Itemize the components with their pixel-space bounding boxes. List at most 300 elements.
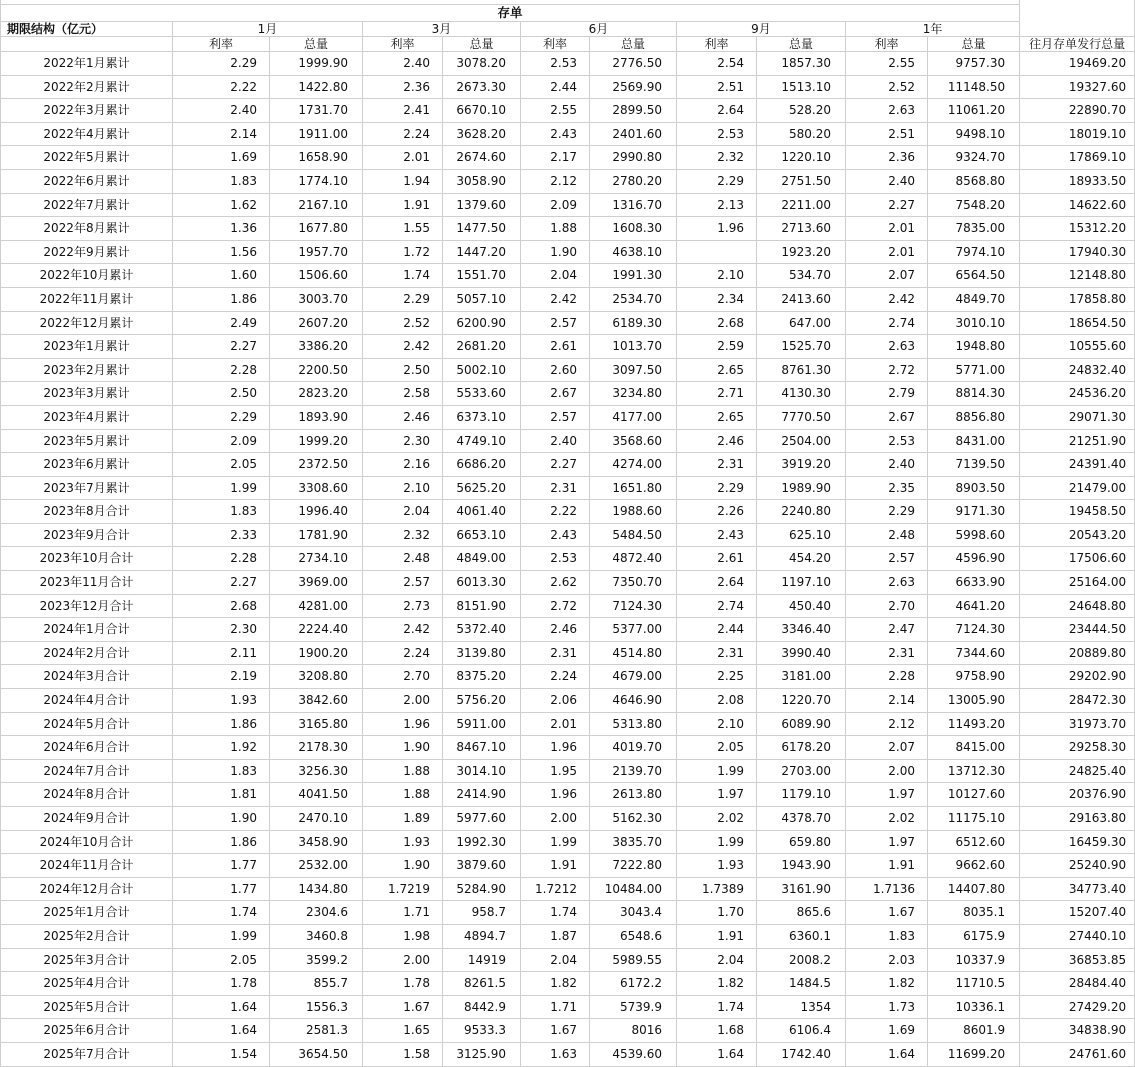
rate-9m: 2.13	[677, 193, 757, 217]
rate-6m: 2.42	[521, 287, 590, 311]
rate-1m: 2.19	[173, 665, 270, 689]
table-row	[1, 169, 1135, 193]
volume-3m: 4849.00	[443, 547, 521, 571]
volume-6m: 4177.00	[590, 405, 677, 429]
rate-1m: 2.27	[173, 571, 270, 595]
volume-3m: 5002.10	[443, 358, 521, 382]
volume-1m: 3165.80	[270, 712, 363, 736]
volume-1y: 9171.30	[928, 500, 1020, 524]
volume-9m: 1354	[757, 995, 846, 1019]
subheader-volume: 总量	[928, 37, 1020, 52]
volume-3m: 3139.80	[443, 641, 521, 665]
volume-3m: 5625.20	[443, 476, 521, 500]
monthly-total: 14622.60	[1020, 193, 1135, 217]
volume-6m: 2401.60	[590, 122, 677, 146]
table-row	[1, 429, 1135, 453]
rate-1y: 2.01	[846, 217, 928, 241]
rate-9m: 2.68	[677, 311, 757, 335]
volume-3m: 5372.40	[443, 618, 521, 642]
volume-1y: 8431.00	[928, 429, 1020, 453]
volume-1m: 1900.20	[270, 641, 363, 665]
subheader-blank	[1, 37, 173, 52]
volume-1m: 1658.90	[270, 146, 363, 170]
rate-3m: 1.72	[363, 240, 443, 264]
monthly-total: 28484.40	[1020, 972, 1135, 996]
volume-1y: 11493.20	[928, 712, 1020, 736]
rate-3m: 2.00	[363, 689, 443, 713]
rate-1m: 2.49	[173, 311, 270, 335]
volume-6m: 6548.6	[590, 924, 677, 948]
volume-1y: 9324.70	[928, 146, 1020, 170]
rate-6m: 2.46	[521, 618, 590, 642]
monthly-total: 27429.20	[1020, 995, 1135, 1019]
rate-3m: 1.88	[363, 783, 443, 807]
volume-1y: 5998.60	[928, 523, 1020, 547]
rate-3m: 1.55	[363, 217, 443, 241]
rate-9m: 1.70	[677, 901, 757, 925]
volume-1m: 2200.50	[270, 358, 363, 382]
rate-3m: 1.58	[363, 1042, 443, 1066]
monthly-total: 29163.80	[1020, 807, 1135, 831]
volume-1m: 1506.60	[270, 264, 363, 288]
rate-9m: 1.82	[677, 972, 757, 996]
volume-6m: 2780.20	[590, 169, 677, 193]
rate-3m: 2.48	[363, 547, 443, 571]
volume-1m: 3458.90	[270, 830, 363, 854]
rate-9m: 1.64	[677, 1042, 757, 1066]
row-label: 2022年8月累计	[1, 217, 173, 241]
row-label: 2023年8月合计	[1, 500, 173, 524]
rate-1y: 1.64	[846, 1042, 928, 1066]
rate-1m: 2.09	[173, 429, 270, 453]
volume-1m: 2178.30	[270, 736, 363, 760]
rate-9m: 2.53	[677, 122, 757, 146]
subheader-volume: 总量	[590, 37, 677, 52]
rate-9m: 1.96	[677, 217, 757, 241]
volume-3m: 5057.10	[443, 287, 521, 311]
volume-1m: 3654.50	[270, 1042, 363, 1066]
rate-9m: 2.29	[677, 169, 757, 193]
volume-9m: 1943.90	[757, 854, 846, 878]
volume-6m: 2569.90	[590, 75, 677, 99]
volume-1y: 9758.90	[928, 665, 1020, 689]
rate-6m: 1.67	[521, 1019, 590, 1043]
rate-3m: 2.52	[363, 311, 443, 335]
rate-3m: 2.36	[363, 75, 443, 99]
volume-1y: 11175.10	[928, 807, 1020, 831]
volume-3m: 1992.30	[443, 830, 521, 854]
row-label: 2022年5月累计	[1, 146, 173, 170]
row-label: 2024年2月合计	[1, 641, 173, 665]
volume-3m: 8375.20	[443, 665, 521, 689]
rate-6m: 1.74	[521, 901, 590, 925]
table-row	[1, 736, 1135, 760]
table-row	[1, 382, 1135, 406]
volume-6m: 4638.10	[590, 240, 677, 264]
volume-3m: 1551.70	[443, 264, 521, 288]
tenor-1y: 1年	[846, 22, 1020, 37]
row-label: 2025年2月合计	[1, 924, 173, 948]
subheader-total: 往月存单发行总量	[1020, 37, 1135, 52]
rate-3m: 1.71	[363, 901, 443, 925]
volume-6m: 7350.70	[590, 571, 677, 595]
volume-1y: 10337.9	[928, 948, 1020, 972]
volume-3m: 5756.20	[443, 689, 521, 713]
rate-3m: 1.98	[363, 924, 443, 948]
volume-6m: 5313.80	[590, 712, 677, 736]
rate-9m: 1.7389	[677, 877, 757, 901]
volume-6m: 4539.60	[590, 1042, 677, 1066]
volume-3m: 8442.9	[443, 995, 521, 1019]
volume-9m: 2211.00	[757, 193, 846, 217]
volume-1m: 2304.6	[270, 901, 363, 925]
row-label: 2025年4月合计	[1, 972, 173, 996]
volume-3m: 8261.5	[443, 972, 521, 996]
rate-6m: 2.00	[521, 807, 590, 831]
volume-3m: 958.7	[443, 901, 521, 925]
rate-9m: 2.65	[677, 405, 757, 429]
volume-1m: 3003.70	[270, 287, 363, 311]
volume-3m: 6013.30	[443, 571, 521, 595]
monthly-total: 18019.10	[1020, 122, 1135, 146]
volume-9m: 865.6	[757, 901, 846, 925]
rate-1m: 1.86	[173, 830, 270, 854]
monthly-total: 18654.50	[1020, 311, 1135, 335]
volume-6m: 10484.00	[590, 877, 677, 901]
volume-3m: 2674.60	[443, 146, 521, 170]
volume-1y: 11699.20	[928, 1042, 1020, 1066]
rate-1y: 2.53	[846, 429, 928, 453]
volume-6m: 4514.80	[590, 641, 677, 665]
monthly-total: 27440.10	[1020, 924, 1135, 948]
volume-1m: 4281.00	[270, 594, 363, 618]
rate-3m: 2.73	[363, 594, 443, 618]
row-label: 2024年11月合计	[1, 854, 173, 878]
volume-1m: 3208.80	[270, 665, 363, 689]
rate-1y: 2.67	[846, 405, 928, 429]
rate-3m: 2.42	[363, 335, 443, 359]
volume-6m: 2534.70	[590, 287, 677, 311]
monthly-total: 19458.50	[1020, 500, 1135, 524]
row-label: 2023年10月合计	[1, 547, 173, 571]
rate-1y: 2.74	[846, 311, 928, 335]
volume-1y: 4641.20	[928, 594, 1020, 618]
volume-1y: 4849.70	[928, 287, 1020, 311]
monthly-total: 16459.30	[1020, 830, 1135, 854]
volume-9m: 4130.30	[757, 382, 846, 406]
row-label: 2022年1月累计	[1, 52, 173, 76]
table-row	[1, 901, 1135, 925]
monthly-total: 17858.80	[1020, 287, 1135, 311]
rate-6m: 2.57	[521, 311, 590, 335]
rate-1y: 2.01	[846, 240, 928, 264]
subheader-rate: 利率	[846, 37, 928, 52]
rate-3m: 2.50	[363, 358, 443, 382]
rate-3m: 1.93	[363, 830, 443, 854]
volume-1m: 3969.00	[270, 571, 363, 595]
rate-1y: 1.97	[846, 783, 928, 807]
volume-9m: 2751.50	[757, 169, 846, 193]
tenor-3m: 3月	[363, 22, 521, 37]
table-row	[1, 287, 1135, 311]
volume-1y: 8415.00	[928, 736, 1020, 760]
volume-6m: 7222.80	[590, 854, 677, 878]
volume-3m: 6653.10	[443, 523, 521, 547]
rate-3m: 2.70	[363, 665, 443, 689]
rate-1y: 2.29	[846, 500, 928, 524]
rate-1y: 2.55	[846, 52, 928, 76]
monthly-total: 29258.30	[1020, 736, 1135, 760]
volume-3m: 8467.10	[443, 736, 521, 760]
rate-9m: 2.44	[677, 618, 757, 642]
volume-1y: 5771.00	[928, 358, 1020, 382]
monthly-total: 34773.40	[1020, 877, 1135, 901]
table-row	[1, 877, 1135, 901]
table-row	[1, 99, 1135, 123]
volume-3m: 3014.10	[443, 759, 521, 783]
volume-6m: 2139.70	[590, 759, 677, 783]
volume-1m: 3256.30	[270, 759, 363, 783]
volume-6m: 3097.50	[590, 358, 677, 382]
rate-1y: 2.02	[846, 807, 928, 831]
rate-3m: 1.88	[363, 759, 443, 783]
monthly-total: 19469.20	[1020, 52, 1135, 76]
row-label: 2025年5月合计	[1, 995, 173, 1019]
monthly-total: 10555.60	[1020, 335, 1135, 359]
rate-1m: 1.77	[173, 854, 270, 878]
volume-1y: 8035.1	[928, 901, 1020, 925]
rate-9m: 2.25	[677, 665, 757, 689]
rate-6m: 2.04	[521, 264, 590, 288]
table-row	[1, 311, 1135, 335]
rate-6m: 2.06	[521, 689, 590, 713]
volume-6m: 1013.70	[590, 335, 677, 359]
row-label: 2022年6月累计	[1, 169, 173, 193]
volume-6m: 5162.30	[590, 807, 677, 831]
subheader-rate: 利率	[677, 37, 757, 52]
subheader-rate: 利率	[521, 37, 590, 52]
tenor-6m: 6月	[521, 22, 677, 37]
volume-1y: 3010.10	[928, 311, 1020, 335]
rate-1m: 1.64	[173, 995, 270, 1019]
rate-1m: 1.56	[173, 240, 270, 264]
tenor-9m: 9月	[677, 22, 846, 37]
volume-1y: 7124.30	[928, 618, 1020, 642]
volume-6m: 4872.40	[590, 547, 677, 571]
rate-6m: 2.27	[521, 453, 590, 477]
volume-1m: 2372.50	[270, 453, 363, 477]
rate-9m: 2.61	[677, 547, 757, 571]
rate-9m: 2.46	[677, 429, 757, 453]
volume-6m: 3568.60	[590, 429, 677, 453]
volume-1y: 7974.10	[928, 240, 1020, 264]
table-row	[1, 453, 1135, 477]
volume-3m: 1447.20	[443, 240, 521, 264]
monthly-total: 24761.60	[1020, 1042, 1135, 1066]
rate-6m: 1.82	[521, 972, 590, 996]
table-row	[1, 523, 1135, 547]
rate-6m: 2.31	[521, 641, 590, 665]
row-label: 2022年4月累计	[1, 122, 173, 146]
volume-1m: 2823.20	[270, 382, 363, 406]
rate-3m: 2.40	[363, 52, 443, 76]
volume-3m: 2414.90	[443, 783, 521, 807]
rate-3m: 2.04	[363, 500, 443, 524]
volume-6m: 2990.80	[590, 146, 677, 170]
rate-9m: 2.43	[677, 523, 757, 547]
table-row	[1, 854, 1135, 878]
volume-1m: 1422.80	[270, 75, 363, 99]
rate-9m: 2.08	[677, 689, 757, 713]
subheader-volume: 总量	[757, 37, 846, 52]
rate-6m: 1.96	[521, 783, 590, 807]
monthly-total: 21251.90	[1020, 429, 1135, 453]
rate-1m: 2.68	[173, 594, 270, 618]
rate-6m: 1.71	[521, 995, 590, 1019]
row-label: 2022年11月累计	[1, 287, 173, 311]
volume-1m: 2224.40	[270, 618, 363, 642]
volume-3m: 5284.90	[443, 877, 521, 901]
volume-1m: 1893.90	[270, 405, 363, 429]
rate-1m: 2.05	[173, 453, 270, 477]
volume-9m: 2413.60	[757, 287, 846, 311]
rate-1y: 1.82	[846, 972, 928, 996]
volume-1m: 1731.70	[270, 99, 363, 123]
monthly-total: 20889.80	[1020, 641, 1135, 665]
rate-1y: 2.28	[846, 665, 928, 689]
volume-3m: 6670.10	[443, 99, 521, 123]
row-label: 2025年7月合计	[1, 1042, 173, 1066]
volume-3m: 14919	[443, 948, 521, 972]
rate-3m: 1.65	[363, 1019, 443, 1043]
rate-9m: 1.93	[677, 854, 757, 878]
rate-1m: 2.28	[173, 547, 270, 571]
rate-1m: 1.36	[173, 217, 270, 241]
volume-3m: 6686.20	[443, 453, 521, 477]
volume-3m: 3879.60	[443, 854, 521, 878]
rate-1y: 2.40	[846, 169, 928, 193]
row-label: 2023年4月累计	[1, 405, 173, 429]
volume-6m: 5377.00	[590, 618, 677, 642]
row-label: 2024年1月合计	[1, 618, 173, 642]
rate-3m: 2.24	[363, 641, 443, 665]
volume-6m: 3234.80	[590, 382, 677, 406]
row-label: 2022年12月累计	[1, 311, 173, 335]
rate-1y: 2.72	[846, 358, 928, 382]
rate-1m: 2.29	[173, 405, 270, 429]
rate-1m: 1.99	[173, 476, 270, 500]
rate-1y: 2.36	[846, 146, 928, 170]
volume-6m: 3835.70	[590, 830, 677, 854]
rate-1m: 2.29	[173, 52, 270, 76]
volume-3m: 5533.60	[443, 382, 521, 406]
rate-3m: 2.16	[363, 453, 443, 477]
rate-1m: 2.33	[173, 523, 270, 547]
rate-3m: 2.30	[363, 429, 443, 453]
volume-9m: 580.20	[757, 122, 846, 146]
rate-3m: 2.29	[363, 287, 443, 311]
rate-1m: 1.64	[173, 1019, 270, 1043]
table-row	[1, 122, 1135, 146]
rate-1y: 2.12	[846, 712, 928, 736]
table-row	[1, 476, 1135, 500]
rate-1m: 2.05	[173, 948, 270, 972]
rate-1y: 2.70	[846, 594, 928, 618]
rate-1m: 1.74	[173, 901, 270, 925]
rate-1y: 1.83	[846, 924, 928, 948]
volume-9m: 6178.20	[757, 736, 846, 760]
rate-1m: 1.77	[173, 877, 270, 901]
monthly-total: 34838.90	[1020, 1019, 1135, 1043]
rate-6m: 2.44	[521, 75, 590, 99]
row-label: 2024年3月合计	[1, 665, 173, 689]
volume-1y: 11710.5	[928, 972, 1020, 996]
rate-1y: 2.63	[846, 335, 928, 359]
rate-6m: 1.88	[521, 217, 590, 241]
row-label: 2022年10月累计	[1, 264, 173, 288]
rate-9m: 1.74	[677, 995, 757, 1019]
rate-3m: 1.91	[363, 193, 443, 217]
rate-1y: 2.63	[846, 99, 928, 123]
volume-6m: 1991.30	[590, 264, 677, 288]
rate-6m: 2.09	[521, 193, 590, 217]
rate-9m: 2.10	[677, 264, 757, 288]
rate-1m: 1.86	[173, 287, 270, 311]
volume-9m: 1220.70	[757, 689, 846, 713]
rate-6m: 1.87	[521, 924, 590, 948]
volume-6m: 2613.80	[590, 783, 677, 807]
volume-1y: 7548.20	[928, 193, 1020, 217]
volume-1y: 11061.20	[928, 99, 1020, 123]
table-row	[1, 547, 1135, 571]
volume-9m: 6106.4	[757, 1019, 846, 1043]
table-row	[1, 193, 1135, 217]
volume-1m: 3308.60	[270, 476, 363, 500]
monthly-total: 24391.40	[1020, 453, 1135, 477]
rate-3m: 2.46	[363, 405, 443, 429]
volume-3m: 4061.40	[443, 500, 521, 524]
volume-1m: 4041.50	[270, 783, 363, 807]
volume-6m: 2776.50	[590, 52, 677, 76]
volume-9m: 2008.2	[757, 948, 846, 972]
monthly-total: 17940.30	[1020, 240, 1135, 264]
tenor-1m: 1月	[173, 22, 363, 37]
rate-9m: 2.26	[677, 500, 757, 524]
row-label: 2023年3月累计	[1, 382, 173, 406]
volume-3m: 6200.90	[443, 311, 521, 335]
rate-1y: 2.48	[846, 523, 928, 547]
rate-1y: 2.27	[846, 193, 928, 217]
rate-1m: 2.14	[173, 122, 270, 146]
row-label: 2025年6月合计	[1, 1019, 173, 1043]
rate-3m: 1.90	[363, 854, 443, 878]
rate-1y: 2.63	[846, 571, 928, 595]
rate-9m: 2.74	[677, 594, 757, 618]
rate-1y: 2.31	[846, 641, 928, 665]
rate-1m: 2.11	[173, 641, 270, 665]
table-header	[1, 0, 1135, 52]
monthly-total: 25240.90	[1020, 854, 1135, 878]
rate-3m: 1.67	[363, 995, 443, 1019]
rate-3m: 2.32	[363, 523, 443, 547]
row-label: 2025年3月合计	[1, 948, 173, 972]
rate-1y: 2.07	[846, 736, 928, 760]
volume-1m: 1556.3	[270, 995, 363, 1019]
row-label: 2024年4月合计	[1, 689, 173, 713]
rate-1m: 1.92	[173, 736, 270, 760]
volume-1y: 8814.30	[928, 382, 1020, 406]
volume-9m: 1197.10	[757, 571, 846, 595]
